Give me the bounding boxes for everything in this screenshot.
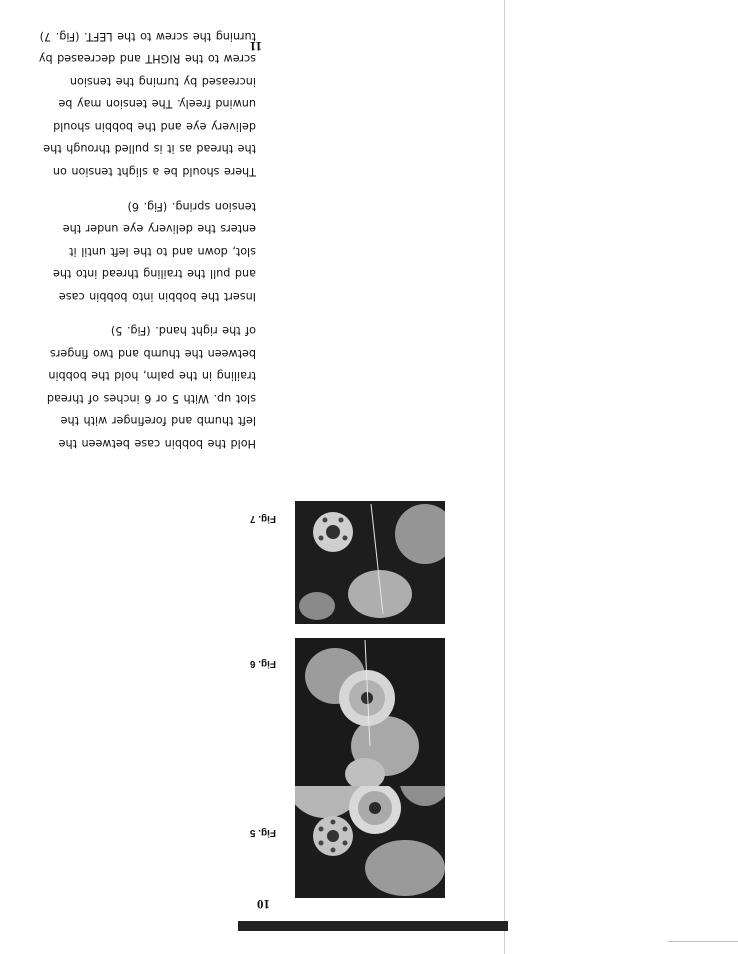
figure-6-label: Fig. 6 [249,658,276,669]
page-edge-bar [238,921,508,931]
figure-7-photo [295,501,445,624]
page-number-left: 10 [257,897,270,912]
page-gutter-line [504,0,505,954]
instruction-paragraph-3: There should be a slight tension on the thread as it is pulled through the delivery eye and the bobbin should unwind freely. The tension may be increased by turning the tension screw to the RIGHT and decreased by turning the screw to the LEFT. (Fig. 7) [38,30,256,178]
bobbin-insert-illustration [295,638,445,786]
figure-6-photo [295,638,445,786]
figure-5-label: Fig. 5 [249,827,276,838]
instruction-paragraph-2: Insert the bobbin into bobbin case and pull the trailing thread into the slot, down and to the left until it enters the delivery eye under the tension spring. (Fig. 6) [53,200,256,303]
page-number-right: 11 [249,39,262,54]
scan-margin-line [668,941,738,942]
instruction-paragraph-1: Hold the bobbin case between the left thumb and forefinger with the slot up. With 5 or 6 inches of thread trailing in the palm, hold the bobbin between the thumb and two fingers of the right hand. (Fig. 5) [46,324,256,450]
figure-7-label: Fig. 7 [249,513,276,524]
bobbin-tension-illustration [295,501,445,624]
